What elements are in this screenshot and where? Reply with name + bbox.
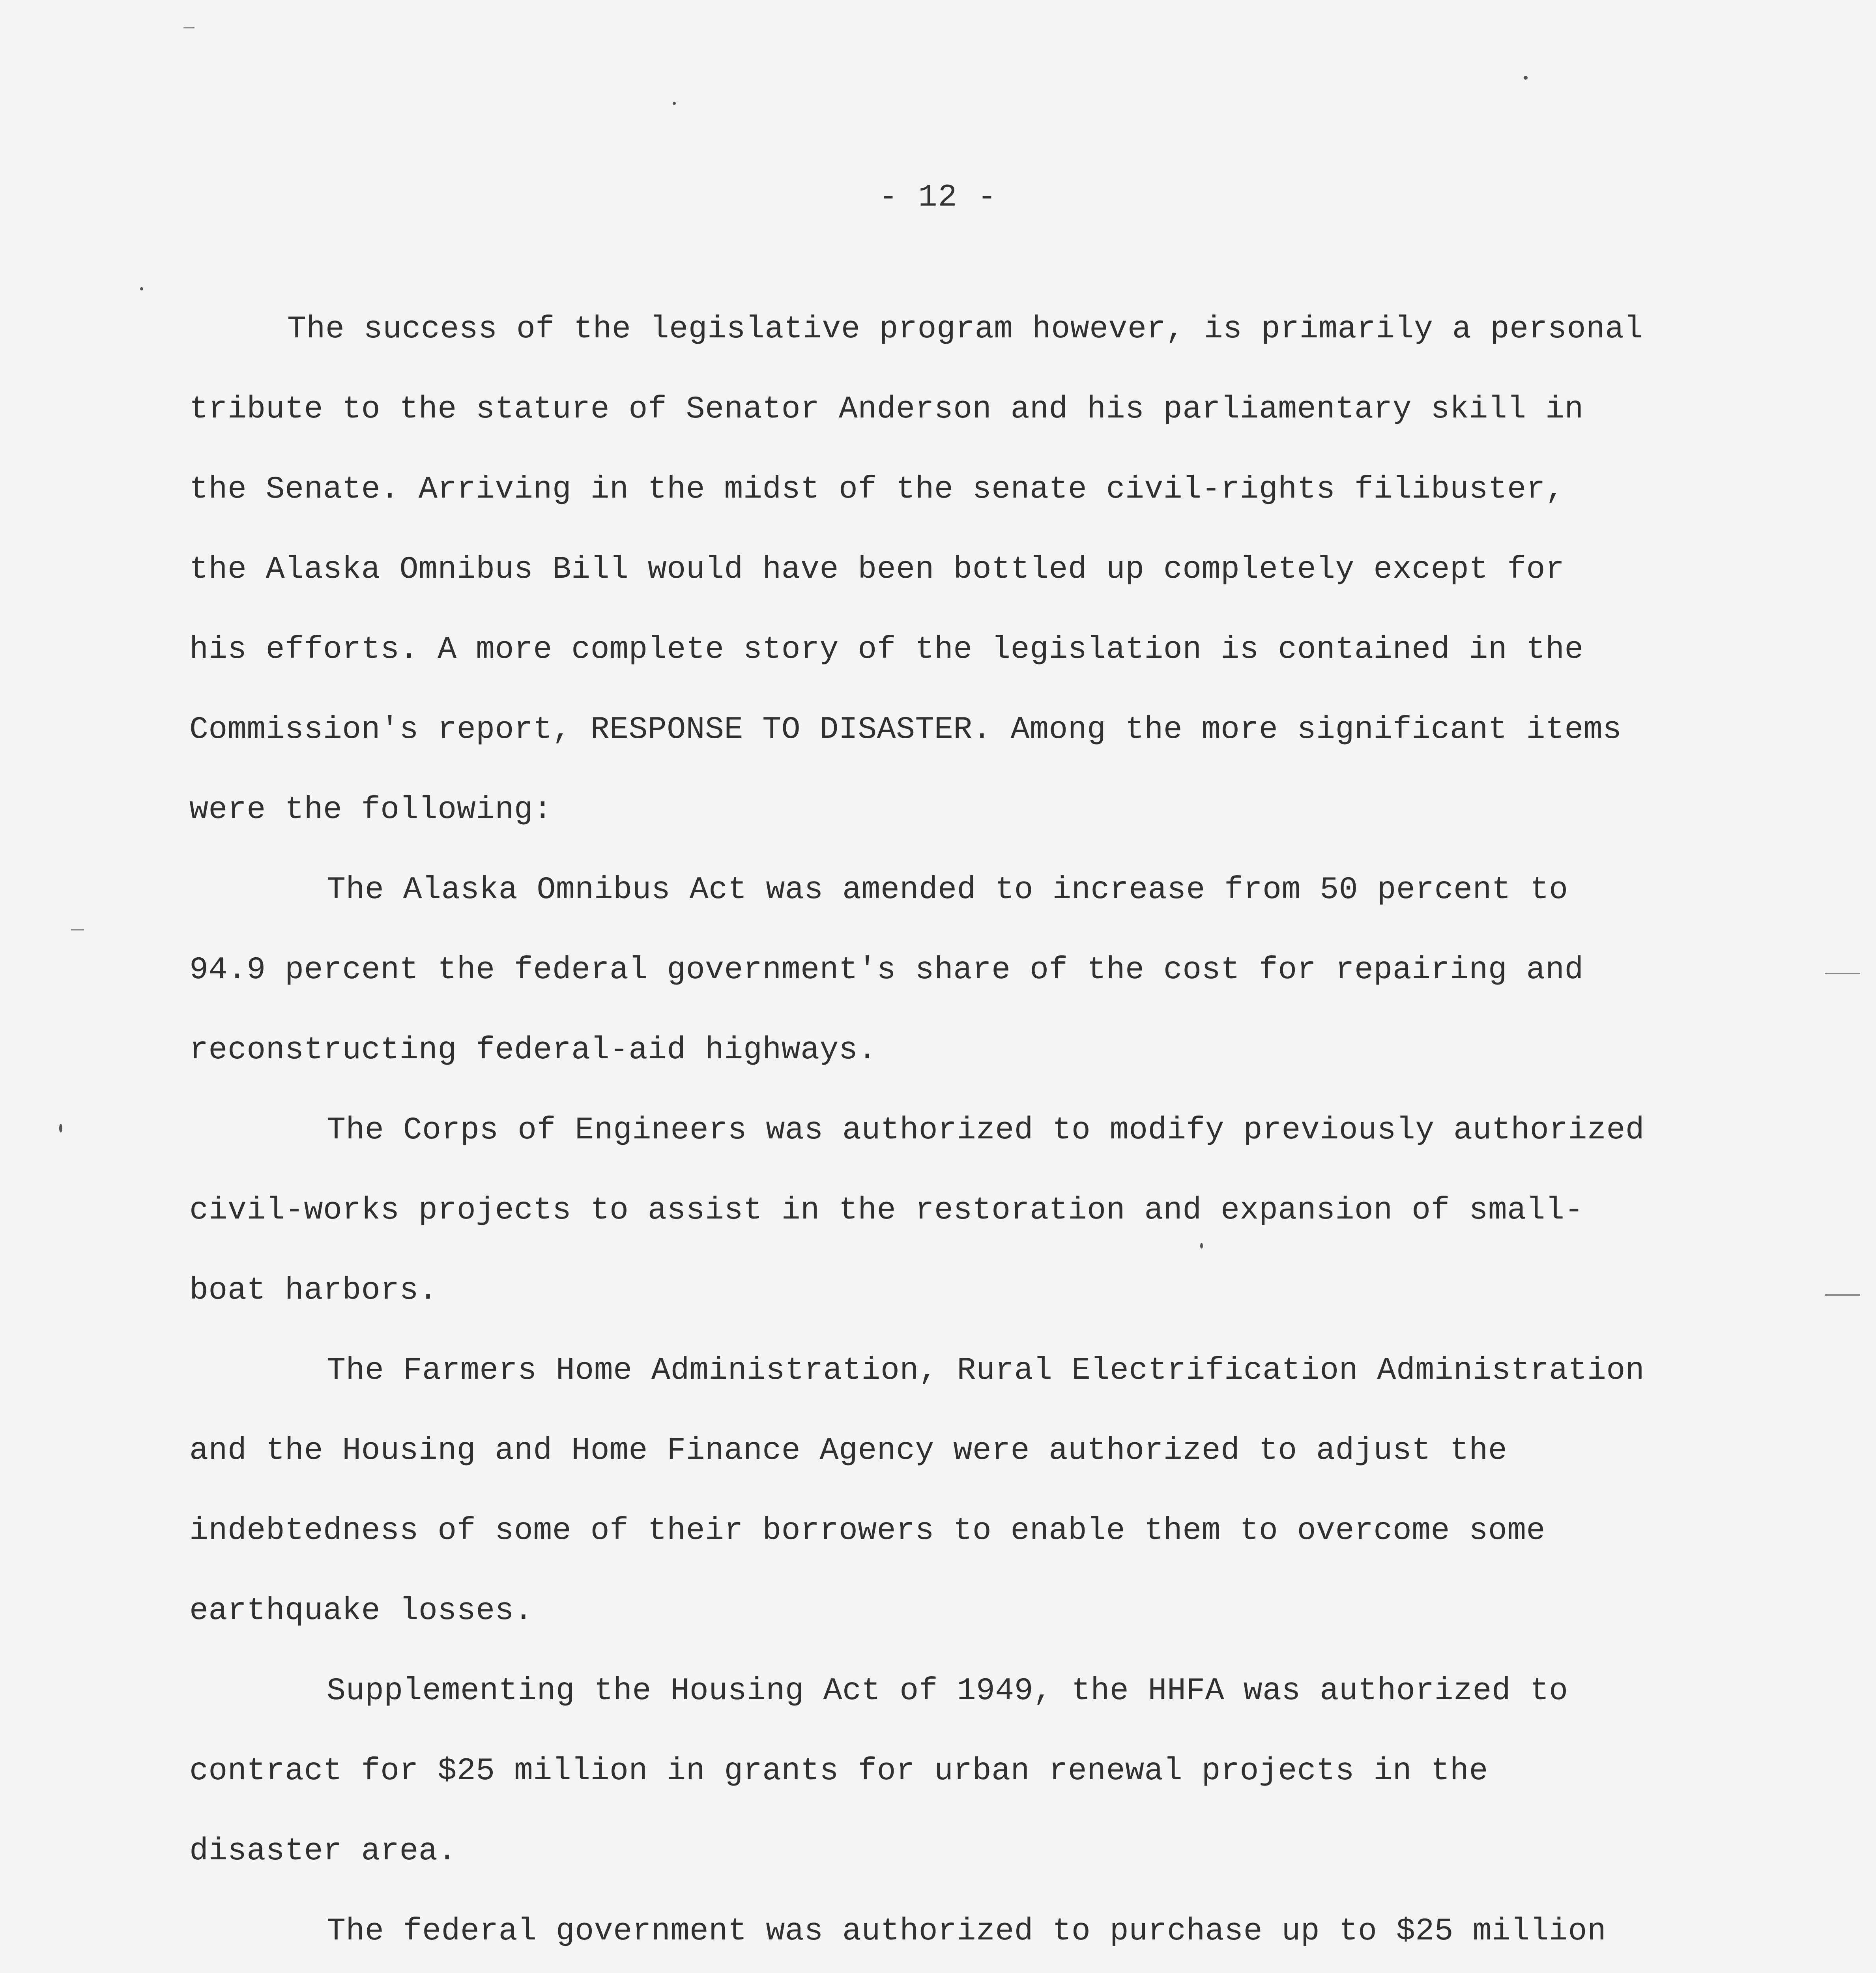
page-number: - 12 - <box>879 180 997 215</box>
scan-speck <box>59 1124 62 1133</box>
text-line: disaster area. <box>189 1833 457 1869</box>
text-line: contract for $25 million in grants for urban renewal projects in the <box>189 1753 1488 1789</box>
text-line: The Corps of Engineers was authorized to modify previously authorized <box>327 1112 1645 1148</box>
text-line: tribute to the stature of Senator Anderson and his parliamentary skill in <box>189 391 1584 427</box>
text-line: 94.9 percent the federal government's share of the cost for repairing and <box>189 952 1584 988</box>
text-line: the Senate. Arriving in the midst of the senate civil-rights filibuster, <box>189 472 1565 507</box>
scan-speck <box>1524 76 1528 80</box>
margin-mark <box>1825 973 1860 974</box>
text-line: The federal government was authorized to purchase up to $25 million <box>327 1913 1607 1949</box>
scan-speck <box>140 287 143 290</box>
margin-mark <box>71 929 84 930</box>
text-line: Commission's report, RESPONSE TO DISASTER. Among the more significant items <box>189 712 1622 748</box>
text-line: The Farmers Home Administration, Rural Electrification Administration <box>327 1353 1645 1389</box>
scan-speck <box>1200 1243 1203 1249</box>
scan-speck <box>673 102 676 105</box>
text-line: and the Housing and Home Finance Agency were authorized to adjust the <box>189 1433 1508 1469</box>
text-line: boat harbors. <box>189 1273 438 1308</box>
text-line: earthquake losses. <box>189 1593 533 1629</box>
text-line: his efforts. A more complete story of the legislation is contained in the <box>189 632 1584 668</box>
text-line: the Alaska Omnibus Bill would have been bottled up completely except for <box>189 552 1565 588</box>
margin-mark <box>1825 1294 1860 1296</box>
text-line: reconstructing federal-aid highways. <box>189 1032 877 1068</box>
text-line: were the following: <box>189 792 552 828</box>
text-line: Supplementing the Housing Act of 1949, the HHFA was authorized to <box>327 1673 1568 1709</box>
text-line: civil-works projects to assist in the restoration and expansion of small- <box>189 1192 1584 1228</box>
text-line: indebtedness of some of their borrowers to enable them to overcome some <box>189 1513 1545 1549</box>
text-line: The success of the legislative program however, is primarily a personal <box>287 311 1643 347</box>
text-line: The Alaska Omnibus Act was amended to increase from 50 percent to <box>327 872 1568 908</box>
margin-mark <box>183 27 195 28</box>
